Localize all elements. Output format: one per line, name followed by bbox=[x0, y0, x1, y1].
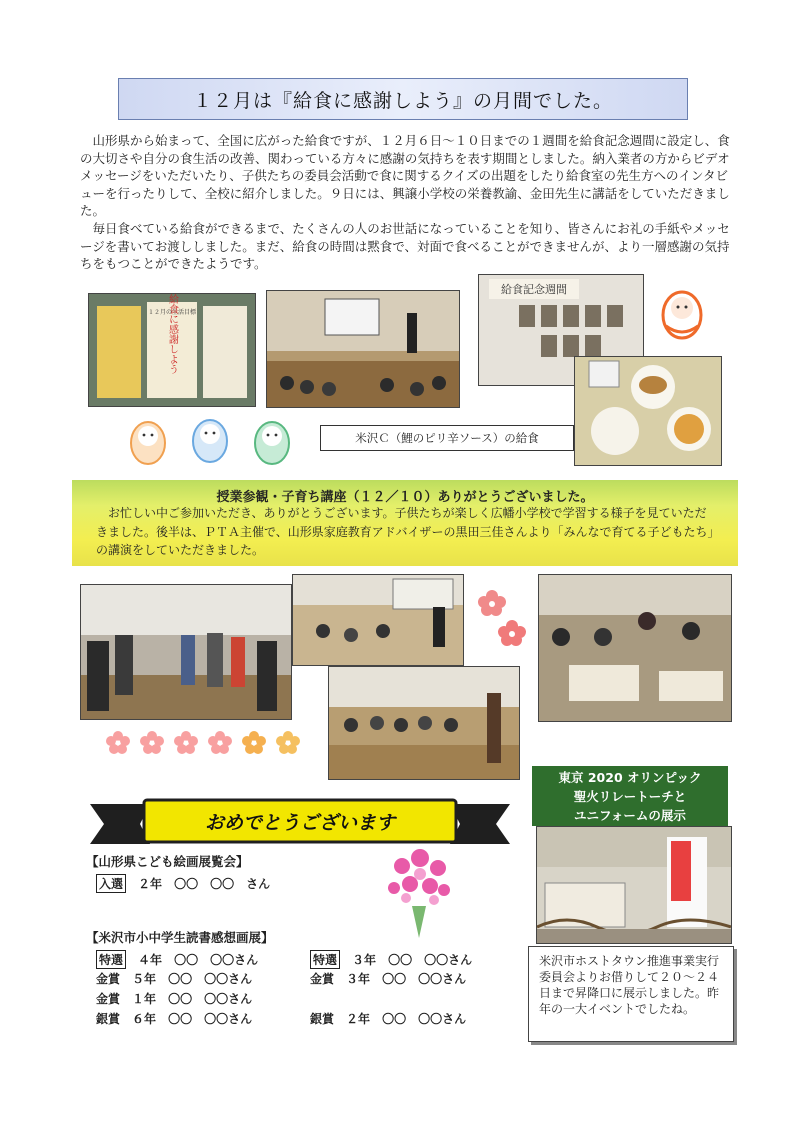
award-badge: 銀賞 bbox=[96, 1012, 121, 1026]
classroom-photo-2-image bbox=[293, 575, 463, 665]
daruma-orange-icon bbox=[660, 288, 704, 340]
olympic-title-line-3: ユニフォームの展示 bbox=[574, 808, 686, 823]
board-text: 給食記念週間 bbox=[501, 283, 567, 296]
award-section-2-heading: 【米沢市小中学生読書感想画展】 bbox=[86, 930, 274, 945]
lunch-article bbox=[80, 132, 730, 273]
lunch-tray-photo bbox=[574, 356, 722, 466]
congrats-banner-text: おめでとうございます bbox=[204, 812, 396, 834]
page-title: １２月は『給食に感謝しよう』の月間でした。 bbox=[192, 89, 613, 112]
award-grade: ２年 bbox=[346, 1012, 371, 1026]
award-grade: ４年 bbox=[138, 953, 163, 967]
class-visit-title: 授業参観・子育ち講座（１２／１０）ありがとうございました。 bbox=[216, 490, 594, 505]
award-grade: ２年 bbox=[138, 877, 163, 891]
award-grade: ５年 bbox=[132, 972, 157, 986]
award-name: 〇〇 〇〇さん bbox=[382, 972, 467, 986]
award-row bbox=[96, 1010, 252, 1027]
award-name: 〇〇 〇〇さん bbox=[382, 1012, 467, 1026]
award-name: 〇〇 〇〇さん bbox=[168, 1012, 253, 1026]
poster-sub: １２月の生活目標 bbox=[147, 309, 197, 316]
award-name: 〇〇 〇〇さん bbox=[388, 953, 473, 967]
award-grade: １年 bbox=[132, 992, 157, 1006]
poster-photo bbox=[88, 293, 256, 407]
lunch-tray-image bbox=[575, 357, 721, 465]
desk-photo bbox=[538, 574, 732, 722]
award-row bbox=[310, 970, 466, 987]
daruma-green-icon bbox=[252, 418, 292, 466]
award-row bbox=[310, 1010, 466, 1027]
congrats-banner bbox=[90, 798, 510, 850]
award-name: 〇〇 〇〇さん bbox=[168, 972, 253, 986]
award-badge: 金賞 bbox=[96, 992, 121, 1006]
award-grade: ３年 bbox=[352, 953, 377, 967]
olympic-title-line-2: 聖火リレートーチと bbox=[573, 789, 687, 804]
award-badge: 金賞 bbox=[310, 972, 335, 986]
award-name: 〇〇 〇〇さん bbox=[168, 992, 253, 1006]
award-name: 〇〇 〇〇さん bbox=[174, 953, 259, 967]
class-visit-paragraph: お忙しい中ご参加いただき、ありがとうございます。子供たちが楽しく広幡小学校で学習する様子を見ていただきました。後半は、ＰＴＡ主催で、山形県家庭教育アドバイザーの黒田三佳さんより「みんなで育てる子どもたち」の講演をしていただきました。 bbox=[96, 506, 714, 557]
award-badge: 金賞 bbox=[96, 972, 121, 986]
gym-photo bbox=[266, 290, 460, 408]
olympic-title-box bbox=[532, 766, 728, 826]
poster-text: 給食に感謝しよう bbox=[166, 294, 178, 374]
classroom-photo-1-image bbox=[81, 585, 291, 719]
classroom-photo-2 bbox=[292, 574, 464, 666]
daruma-orange-small-icon bbox=[128, 418, 168, 466]
lunch-caption bbox=[320, 425, 574, 451]
gym-photo-image bbox=[267, 291, 459, 407]
torch-exhibit-photo bbox=[536, 826, 732, 944]
award-badge: 特選 bbox=[310, 950, 340, 969]
award-badge: 銀賞 bbox=[310, 1012, 335, 1026]
lecture-photo bbox=[328, 666, 520, 780]
award-section-1-heading: 【山形県こども絵画展覧会】 bbox=[86, 854, 249, 869]
class-visit-body bbox=[96, 504, 716, 560]
daruma-blue-icon bbox=[190, 416, 230, 464]
class-visit-panel bbox=[72, 480, 738, 566]
desk-photo-image bbox=[539, 575, 731, 721]
award-row bbox=[310, 950, 472, 969]
plum-flower-icon bbox=[478, 588, 528, 652]
award-row bbox=[96, 874, 270, 893]
bouquet-icon bbox=[382, 846, 456, 938]
olympic-note-text: 米沢市ホストタウン推進事業実行委員会よりお借りして２０～２４日まで昇降口に展示しました。昨年の一大イベントでしたね。 bbox=[539, 954, 720, 1016]
classroom-photo-1 bbox=[80, 584, 292, 720]
award-badge: 特選 bbox=[96, 950, 126, 969]
award-grade: ６年 bbox=[132, 1012, 157, 1026]
olympic-title-line-1: 東京 2020 オリンピック bbox=[558, 770, 702, 785]
lunch-paragraph-2: 毎日食べている給食ができるまで、たくさんの人のお世話になっていることを知り、皆さんにお礼の手紙やメッセージを書いてお渡ししました。まだ、給食の時間は黙食で、対面で食べることができませんが、より一層感謝の気持ちをもつことができたようです。 bbox=[80, 220, 730, 272]
flower-row-icon bbox=[104, 730, 314, 756]
page-title-box bbox=[118, 78, 688, 120]
award-row bbox=[96, 970, 252, 987]
award-badge: 入選 bbox=[96, 874, 126, 893]
award-name: 〇〇 〇〇 さん bbox=[174, 877, 271, 891]
award-row bbox=[96, 990, 252, 1007]
poster-photo-image bbox=[89, 294, 255, 406]
lecture-photo-image bbox=[329, 667, 519, 779]
lunch-caption-text: 米沢Ｃ（鯉のピリ辛ソース）の給食 bbox=[355, 431, 539, 445]
award-row bbox=[96, 950, 258, 969]
award-grade: ３年 bbox=[346, 972, 371, 986]
lunch-paragraph-1: 山形県から始まって、全国に広がった給食ですが、１２月６日～１０日までの１週間を給食記念週間に設定し、食の大切さや自分の食生活の改善、関わっている方々に感謝の気持ちを表す期間としました。納入業者の方からビデオメッセージをいただいたり、子供たちの委員会活動で食に関するクイズの出題をしたり給食室の先生方へのインタビューを行ったりして、全校に紹介しました。９日には、興譲小学校の栄養教諭、金田先生に講話をしていただきました。 bbox=[80, 133, 730, 219]
torch-exhibit-image bbox=[537, 827, 731, 943]
olympic-note bbox=[528, 946, 734, 1042]
flower-row-group bbox=[106, 731, 300, 754]
